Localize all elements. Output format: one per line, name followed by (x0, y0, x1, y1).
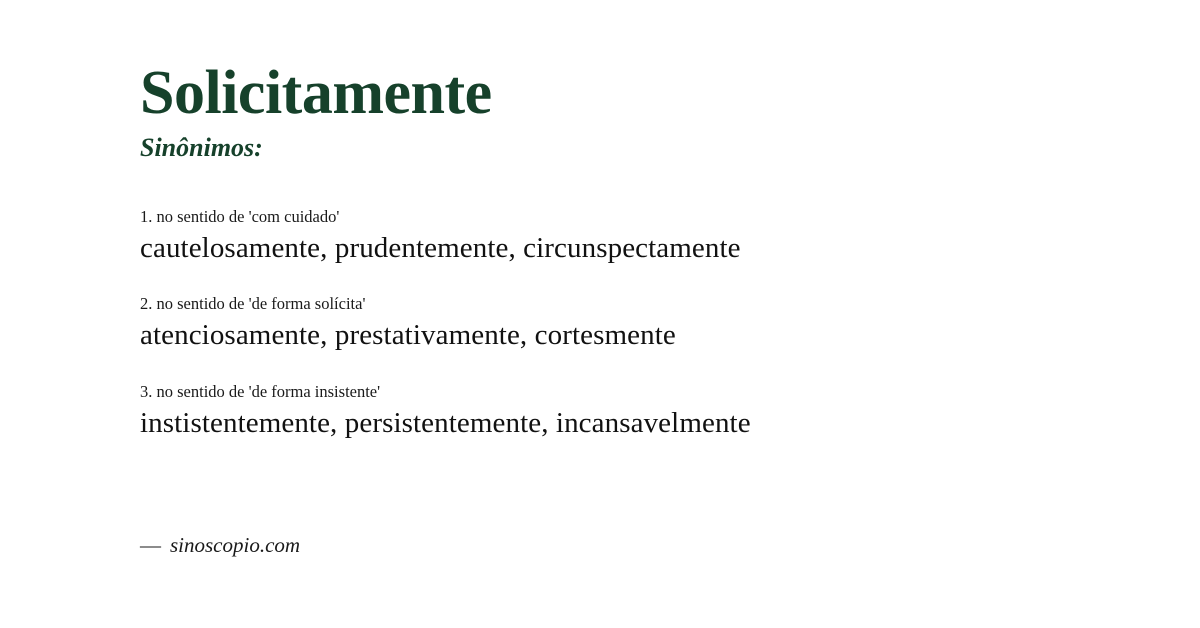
sense-label: 2. no sentido de 'de forma solícita' (140, 294, 366, 314)
source-name: sinoscopio.com (170, 533, 301, 557)
synonyms-section-label: Sinônimos: (140, 133, 263, 162)
sense-synonyms: instistentemente, persistentemente, incansavelmente (140, 406, 751, 439)
sense-entry (140, 292, 1080, 353)
page-title: Solicitamente (140, 59, 492, 127)
sense-label: 1. no sentido de 'com cuidado' (140, 207, 340, 226)
sense-synonyms: cautelosamente, prudentemente, circunspectamente (140, 232, 741, 265)
sense-synonyms: atenciosamente, prestativamente, cortesmente (140, 319, 676, 352)
sense-label: 3. no sentido de 'de forma insistente' (140, 381, 381, 401)
sense-entry (140, 380, 1080, 441)
em-dash-icon: — (140, 533, 161, 557)
sense-entry (140, 205, 1080, 266)
source-attribution (140, 533, 300, 558)
sense-list (140, 205, 1080, 467)
